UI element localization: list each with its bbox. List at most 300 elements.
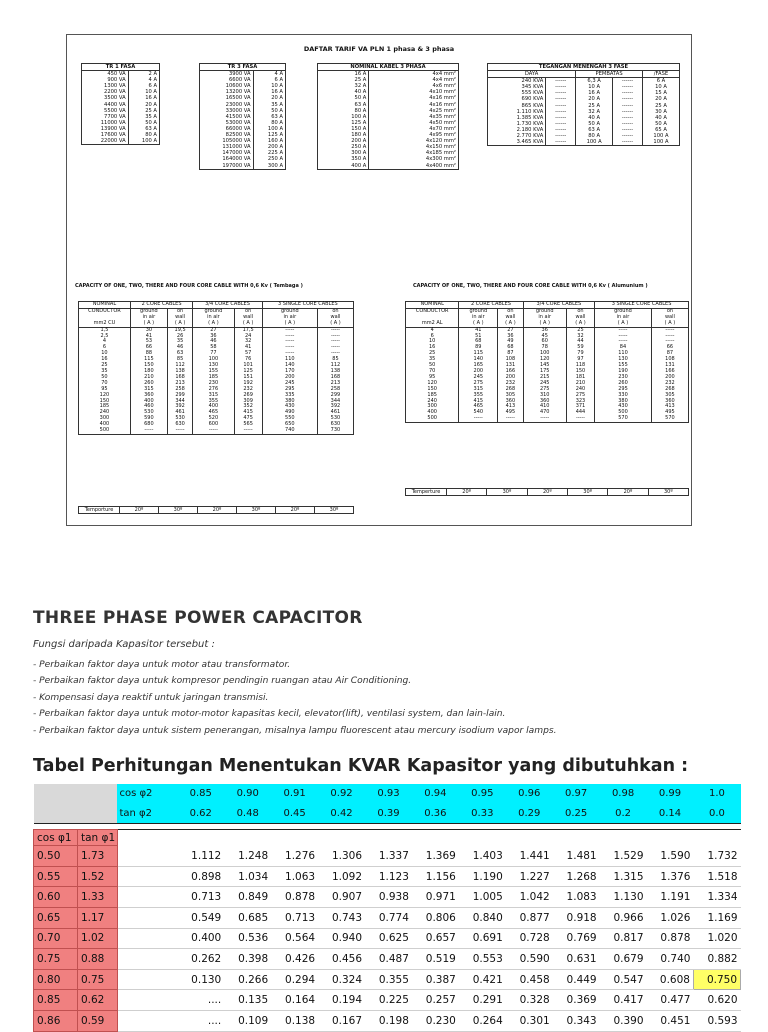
install-type: on <box>317 308 353 314</box>
kvar-value: 0.449 <box>553 969 600 990</box>
table-row <box>34 1010 741 1031</box>
medium-cell: ------ <box>613 96 643 102</box>
cable-group-header: 2 CORE CABLES <box>459 302 523 309</box>
medium-cell: 3.465 KVA <box>488 139 546 146</box>
tr3-amp: 80 A <box>253 120 285 126</box>
kvar-value: 0.257 <box>412 990 459 1011</box>
tan2-value: 0.62 <box>177 804 224 824</box>
install-type: ground <box>193 308 234 314</box>
capacity-cell: 68 <box>459 339 498 345</box>
cable-group-header: 2 CORE CABLES <box>130 302 192 309</box>
capacity-cell: 315 <box>459 387 498 393</box>
kvar-value: 1.369 <box>412 846 459 867</box>
medium-cell: 690 KVA <box>488 96 546 102</box>
cos2-value: 0.95 <box>459 784 506 804</box>
tr3-value: 10600 VA <box>200 83 254 89</box>
tr1-amp: 35 A <box>128 114 159 120</box>
capacity-cell: 299 <box>167 393 192 399</box>
medium-cell: 40 A <box>642 115 679 121</box>
kvar-value: 0.743 <box>318 907 365 928</box>
nominal-amp: 4x120 mm² <box>369 138 459 144</box>
capacity-cell: 166 <box>651 369 688 375</box>
capacity-cell: 258 <box>317 387 353 393</box>
capacity-cell: 108 <box>651 357 688 363</box>
kvar-value: 1.337 <box>365 846 412 867</box>
capacity-cell: ----- <box>234 428 262 434</box>
capacity-cell: 200 <box>498 375 523 381</box>
capacity-cell: 150 <box>130 363 167 369</box>
install-place: wall <box>167 315 192 321</box>
cos2-value: 0.98 <box>600 784 647 804</box>
capacity-cell: 275 <box>523 387 566 393</box>
table-row <box>488 139 680 146</box>
tr3-amp: 250 A <box>253 156 285 162</box>
capacity-cell: 400 <box>79 422 131 428</box>
capacity-cell: 53 <box>130 339 167 345</box>
capacity-cell: ----- <box>317 345 353 351</box>
capacity-cell: 130 <box>595 357 652 363</box>
medium-cell: 1.730 KVA <box>488 121 546 127</box>
medium-cell: 1.110 KVA <box>488 109 546 115</box>
kvar-value: 1.334 <box>693 887 740 908</box>
capacity-cell: 630 <box>317 422 353 428</box>
capacity-cell: 309 <box>234 399 262 405</box>
amp-unit: ( A ) <box>595 321 652 327</box>
kvar-value: 1.092 <box>318 866 365 887</box>
capacity-cell: 41 <box>130 334 167 340</box>
capacity-cell: 530 <box>317 416 353 422</box>
tr1-amp: 80 A <box>128 132 159 138</box>
nominal-value: 400 A <box>318 163 369 170</box>
capacity-cell: 315 <box>130 387 167 393</box>
blank-cell <box>117 830 740 846</box>
capacity-cell: 95 <box>79 387 131 393</box>
capacity-cell: 230 <box>595 375 652 381</box>
capacity-cell: 495 <box>651 410 688 416</box>
list-item: - Perbaikan faktor daya untuk motor atau transformator. <box>33 660 291 670</box>
cos2-value: 0.97 <box>553 784 600 804</box>
tr1-amp: 4 A <box>128 77 159 83</box>
table-row <box>82 71 160 78</box>
capacity-cell: 245 <box>459 375 498 381</box>
table-row <box>34 949 741 970</box>
capacity-cell: ----- <box>523 416 566 422</box>
kvar-value: 0.938 <box>365 887 412 908</box>
nominal-value: 350 A <box>318 156 369 162</box>
nominal-amp: 4x185 mm² <box>369 150 459 156</box>
kvar-value: 0.713 <box>271 907 318 928</box>
temperature-value: 20º <box>447 489 487 496</box>
tr3-amp: 300 A <box>253 163 285 170</box>
capacity-cell: 36 <box>523 327 566 333</box>
table-row <box>34 990 741 1011</box>
capacity-cell: 520 <box>193 416 234 422</box>
medium-cell: 10 A <box>642 84 679 90</box>
kvar-value: 0.590 <box>506 949 553 970</box>
capacity-cell: 360 <box>523 399 566 405</box>
kvar-value: 0.631 <box>553 949 600 970</box>
kvar-value: 1.020 <box>693 928 740 949</box>
kvar-value: 0.324 <box>318 969 365 990</box>
temperature-value: 30º <box>159 507 198 514</box>
tr3-value: 53000 VA <box>200 120 254 126</box>
tariff-sheet <box>66 34 692 526</box>
capacity-cell: 185 <box>406 393 459 399</box>
cos1-value: 0.55 <box>34 866 78 887</box>
kvar-value: 0.608 <box>647 969 694 990</box>
amp-unit: ( A ) <box>523 321 566 327</box>
medium-cell: 32 A <box>576 109 613 115</box>
medium-cell: 100 A <box>642 133 679 139</box>
tr3-value: 66000 VA <box>200 126 254 132</box>
capacity-cell: 2,5 <box>79 334 131 340</box>
capacity-cell: 200 <box>262 375 317 381</box>
kvar-value: 0.225 <box>365 990 412 1011</box>
tr3-amp: 200 A <box>253 144 285 150</box>
capacity-cell: 10 <box>406 339 459 345</box>
capacity-cell: 500 <box>406 416 459 422</box>
capacity-cell: 465 <box>459 404 498 410</box>
capacity-cell: 215 <box>523 375 566 381</box>
kvar-value: 1.083 <box>553 887 600 908</box>
kvar-value: 0.135 <box>224 990 271 1011</box>
copper-capacity-table <box>78 301 354 435</box>
medium-cell: 65 A <box>642 127 679 133</box>
capacity-cell: 68 <box>498 345 523 351</box>
capacity-cell: 100 <box>523 351 566 357</box>
medium-cell: ------ <box>613 121 643 127</box>
capacity-cell: 200 <box>459 369 498 375</box>
kvar-value: 1.191 <box>647 887 694 908</box>
medium-cell: ------ <box>546 109 576 115</box>
kvar-value: 0.966 <box>600 907 647 928</box>
kvar-value: 0.400 <box>177 928 224 949</box>
capacity-cell: 400 <box>130 399 167 405</box>
kvar-value: 0.620 <box>693 990 740 1011</box>
tr1-amp: 20 A <box>128 102 159 108</box>
install-type: ground <box>262 308 317 314</box>
copper-temperature-row <box>78 506 354 514</box>
kvar-value: 0.769 <box>553 928 600 949</box>
medium-cell: 2.770 KVA <box>488 133 546 139</box>
capacity-cell: 258 <box>167 387 192 393</box>
tr3-amp: 16 A <box>253 89 285 95</box>
tr1-value: 2200 VA <box>82 89 129 95</box>
temperature-row <box>79 507 354 514</box>
medium-cell: ------ <box>613 139 643 146</box>
medium-cell: 15 A <box>642 90 679 96</box>
nominal-header: NOMINAL KABEL 3 PHASA <box>318 64 459 71</box>
capacity-cell: 344 <box>317 399 353 405</box>
capacity-cell: 415 <box>234 410 262 416</box>
kvar-value: 0.194 <box>318 990 365 1011</box>
temperature-value: 20º <box>527 489 567 496</box>
capacity-cell: 295 <box>262 387 317 393</box>
medium-cell: ------ <box>613 115 643 121</box>
kvar-value: 0.840 <box>459 907 506 928</box>
kvar-value: 0.713 <box>177 887 224 908</box>
tr3-amp: 4 A <box>253 71 285 78</box>
amp-unit: ( A ) <box>167 321 192 327</box>
capacity-cell: 260 <box>130 381 167 387</box>
tr3-value: 164000 VA <box>200 156 254 162</box>
nominal-value: 40 A <box>318 89 369 95</box>
medium-cell: ------ <box>546 127 576 133</box>
capacity-cell: ----- <box>262 345 317 351</box>
capacity-cell: 110 <box>595 351 652 357</box>
medium-cell: 10 A <box>576 84 613 90</box>
capacity-cell: 276 <box>193 387 234 393</box>
nominal-value: 200 A <box>318 138 369 144</box>
kvar-value: 0.262 <box>177 949 224 970</box>
table-row <box>406 416 689 422</box>
capacity-cell: ----- <box>459 416 498 422</box>
amp-unit: ( A ) <box>193 321 234 327</box>
medium-cell: ------ <box>613 90 643 96</box>
nominal-cable-table <box>317 63 459 170</box>
temperature-value: 30º <box>567 489 607 496</box>
capacity-cell: 213 <box>317 381 353 387</box>
blank-cell <box>117 990 177 1011</box>
capacity-cell: 295 <box>595 387 652 393</box>
temperature-value: 30º <box>487 489 527 496</box>
capacity-cell: 200 <box>651 375 688 381</box>
tan2-value: 0.2 <box>600 804 647 824</box>
kvar-value: 1.268 <box>553 866 600 887</box>
capacity-cell: 88 <box>130 351 167 357</box>
kvar-value: 0.355 <box>365 969 412 990</box>
capacity-cell: 410 <box>523 404 566 410</box>
capacity-cell: 344 <box>167 399 192 405</box>
tr3-value: 105000 VA <box>200 138 254 144</box>
capacity-cell: 50 <box>406 363 459 369</box>
capacity-cell: 151 <box>234 375 262 381</box>
capacity-cell: 120 <box>523 357 566 363</box>
capacity-cell: ----- <box>595 339 652 345</box>
capacity-cell: 25 <box>566 327 594 333</box>
medium-voltage-table <box>487 63 680 146</box>
cos2-value: 0.90 <box>224 784 271 804</box>
install-type: on <box>234 308 262 314</box>
capacity-cell: 430 <box>595 404 652 410</box>
capacity-cell: ----- <box>651 327 688 333</box>
capacity-cell: 210 <box>130 375 167 381</box>
install-place: in air <box>523 315 566 321</box>
tan1-value: 0.88 <box>77 949 117 970</box>
capacity-cell: 415 <box>459 399 498 405</box>
medium-cell: ------ <box>546 121 576 127</box>
table-row <box>34 846 741 867</box>
install-type: ground <box>459 308 498 314</box>
nominal-amp: 4x4 mm² <box>369 77 459 83</box>
table-row <box>318 163 459 170</box>
capacity-cell: ----- <box>595 334 652 340</box>
capacity-cell: 380 <box>262 399 317 405</box>
tr1-value: 7700 VA <box>82 114 129 120</box>
capacity-cell: 245 <box>262 381 317 387</box>
install-place: wall <box>651 315 688 321</box>
cos2-label: cos φ2 <box>117 784 177 804</box>
install-type: on <box>498 308 523 314</box>
copper-title: CAPACITY OF ONE, TWO, THERE AND FOUR CORE CABLE WITH 0,6 Kv ( Tembaga ) <box>75 283 303 289</box>
table-row <box>318 71 459 78</box>
capacity-cell: 85 <box>167 357 192 363</box>
kvar-value: 0.877 <box>506 907 553 928</box>
cos1-value: 0.80 <box>34 969 78 990</box>
capacity-cell: 115 <box>130 357 167 363</box>
nominal-amp: 4x400 mm² <box>369 163 459 170</box>
capacity-cell: 210 <box>566 381 594 387</box>
medium-cell: 100 A <box>642 139 679 146</box>
tan1-value: 1.52 <box>77 866 117 887</box>
capacity-cell: 461 <box>167 410 192 416</box>
temperature-value: 30º <box>237 507 276 514</box>
capacity-cell: 360 <box>498 399 523 405</box>
nominal-label: NOMINAL <box>406 302 459 309</box>
capacity-cell: 475 <box>234 416 262 422</box>
nominal-value: 250 A <box>318 144 369 150</box>
conductor-label: CONDUCTOR <box>406 308 459 314</box>
medium-cell: 50 A <box>642 121 679 127</box>
medium-cell: ------ <box>546 139 576 146</box>
kvar-value: 0.907 <box>318 887 365 908</box>
nominal-value: 80 A <box>318 108 369 114</box>
blank-cell <box>117 928 177 949</box>
tan2-value: 0.0 <box>693 804 740 824</box>
install-type: on <box>566 308 594 314</box>
capacity-cell: 168 <box>167 375 192 381</box>
aluminium-capacity-table <box>405 301 689 423</box>
capacity-cell: 41 <box>234 345 262 351</box>
tr3-value: 147000 VA <box>200 150 254 156</box>
capacity-cell: 112 <box>317 363 353 369</box>
capacity-cell: 100 <box>193 357 234 363</box>
tr3-amp: 50 A <box>253 108 285 114</box>
kvar-value: 0.390 <box>600 1010 647 1031</box>
temperature-value: 20º <box>276 507 315 514</box>
capacity-cell: 36 <box>193 334 234 340</box>
capacity-cell: ----- <box>262 327 317 333</box>
medium-cell: 30 A <box>642 109 679 115</box>
tr3-amp: 63 A <box>253 114 285 120</box>
list-item: - Kompensasi daya reaktif untuk jaringan transmisi. <box>33 692 269 703</box>
aluminium-temperature-row <box>405 488 689 496</box>
cos2-value: 0.93 <box>365 784 412 804</box>
nominal-value: 125 A <box>318 120 369 126</box>
capacity-cell: 16 <box>79 357 131 363</box>
capacity-cell: 27 <box>193 327 234 333</box>
kvar-value: 0.593 <box>693 1010 740 1031</box>
tr1-value: 900 VA <box>82 77 129 83</box>
tan2-value: 0.39 <box>365 804 412 824</box>
capacity-cell: 89 <box>459 345 498 351</box>
cos1-value: 0.86 <box>34 1010 78 1031</box>
capacity-cell: ----- <box>262 339 317 345</box>
install-place: in air <box>595 315 652 321</box>
capacity-cell: 87 <box>651 351 688 357</box>
capacity-cell: 60 <box>523 339 566 345</box>
capacity-cell: 150 <box>406 387 459 393</box>
nominal-value: 25 A <box>318 77 369 83</box>
kvar-value: 0.519 <box>412 949 459 970</box>
tan1-value: 1.33 <box>77 887 117 908</box>
tr3-value: 197000 VA <box>200 163 254 170</box>
install-place: wall <box>566 315 594 321</box>
nominal-value: 63 A <box>318 102 369 108</box>
unit-label: mm2 AL <box>406 321 459 327</box>
kvar-value: 0.625 <box>365 928 412 949</box>
capacity-cell: 95 <box>406 375 459 381</box>
install-place: wall <box>317 315 353 321</box>
nominal-amp: 4x6 mm² <box>369 83 459 89</box>
tr3-value: 131000 VA <box>200 144 254 150</box>
capacity-cell: ----- <box>566 416 594 422</box>
blank-cell <box>117 1010 177 1031</box>
nominal-amp: 4x16 mm² <box>369 95 459 101</box>
tr1-amp: 6 A <box>128 83 159 89</box>
medium-cell: ------ <box>546 103 576 109</box>
tan1-value: 0.59 <box>77 1010 117 1031</box>
capacity-cell: 550 <box>262 416 317 422</box>
kvar-value: 1.190 <box>459 866 506 887</box>
amp-unit: ( A ) <box>262 321 317 327</box>
capacity-cell: 30 <box>130 327 167 333</box>
tan2-value: 0.33 <box>459 804 506 824</box>
capacity-cell: 300 <box>406 404 459 410</box>
kvar-value: 0.553 <box>459 949 506 970</box>
cos1-value: 0.70 <box>34 928 78 949</box>
capacity-cell: 78 <box>523 345 566 351</box>
kvar-value: 1.590 <box>647 846 694 867</box>
capacity-cell: 87 <box>498 351 523 357</box>
capacity-cell: 444 <box>566 410 594 416</box>
tr1-value: 450 VA <box>82 71 129 78</box>
capacity-cell: 70 <box>79 381 131 387</box>
capacity-cell: 63 <box>167 351 192 357</box>
capacity-cell: 150 <box>566 369 594 375</box>
sheet-title: DAFTAR TARIF VA PLN 1 phasa & 3 phasa <box>303 45 455 53</box>
kvar-value: 0.740 <box>647 949 694 970</box>
cos1-value: 0.50 <box>34 846 78 867</box>
capacity-cell: 470 <box>523 410 566 416</box>
kvar-value: 0.291 <box>459 990 506 1011</box>
capacity-cell: 299 <box>317 393 353 399</box>
medium-cell: 865 KVA <box>488 103 546 109</box>
capacity-cell: 27 <box>498 327 523 333</box>
tr3-amp: 10 A <box>253 83 285 89</box>
tan1-value: 1.02 <box>77 928 117 949</box>
capacity-cell: 570 <box>651 416 688 422</box>
blank-cell <box>117 846 177 867</box>
capacity-cell: ----- <box>193 428 234 434</box>
tan2-value: 0.48 <box>224 804 271 824</box>
kvar-value: 0.421 <box>459 969 506 990</box>
capacity-cell: 46 <box>167 345 192 351</box>
medium-cell: 240 KVA <box>488 78 546 85</box>
capacity-cell: 155 <box>193 369 234 375</box>
tr3-table <box>199 63 286 170</box>
medium-cell: 25 A <box>642 103 679 109</box>
capacity-cell: 465 <box>193 410 234 416</box>
cos2-value: 0.85 <box>177 784 224 804</box>
amp-unit: ( A ) <box>498 321 523 327</box>
capacity-cell: 19,5 <box>167 327 192 333</box>
temperature-value: 20º <box>198 507 237 514</box>
table-row <box>34 928 741 949</box>
tr3-value: 82500 VA <box>200 132 254 138</box>
capacity-cell: 145 <box>523 363 566 369</box>
tr3-value: 13200 VA <box>200 89 254 95</box>
